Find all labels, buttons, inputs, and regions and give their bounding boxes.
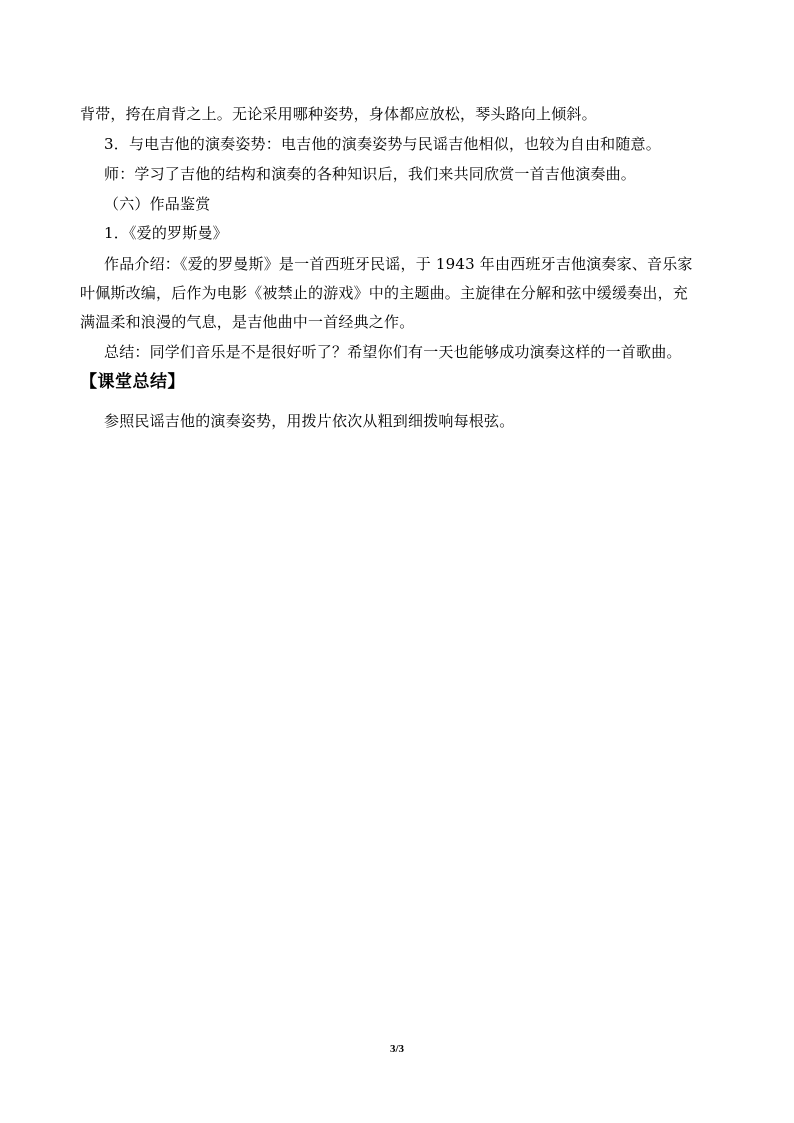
work-title: 1．《爱的罗斯曼》 <box>104 224 228 242</box>
body-line-3: 师：学习了吉他的结构和演奏的各种知识后，我们来共同欣赏一首吉他演奏曲。 <box>104 165 637 183</box>
body-line-1: 背带，挎在肩背之上。无论采用哪种姿势，身体都应放松，琴头路向上倾斜。 <box>80 105 597 123</box>
page-number: 3/3 <box>389 1043 405 1055</box>
body-line-7: 叶佩斯改编，后作为电影《被禁止的游戏》中的主题曲。主旋律在分解和弦中缓缓奏出，充 <box>80 284 689 302</box>
body-line-6: 作品介绍：《爱的罗曼斯》是一首西班牙民谣，于 1943 年由西班牙吉他演奏家、音乐家 <box>104 255 693 273</box>
body-line-2: 3．与电吉他的演奏姿势：电吉他的演奏姿势与民谣吉他相似，也较为自由和随意。 <box>104 135 661 153</box>
summary-heading: 【课堂总结】 <box>80 372 185 392</box>
summary-text: 参照民谣吉他的演奏姿势，用拨片依次从粗到细拨响每根弦。 <box>104 412 515 430</box>
body-line-9: 总结：同学们音乐是不是很好听了？希望你们有一天也能够成功演奏这样的一首歌曲。 <box>104 343 682 361</box>
body-line-8: 满温柔和浪漫的气息，是吉他曲中一首经典之作。 <box>80 313 415 331</box>
subsection-heading: （六）作品鉴赏 <box>104 195 211 213</box>
